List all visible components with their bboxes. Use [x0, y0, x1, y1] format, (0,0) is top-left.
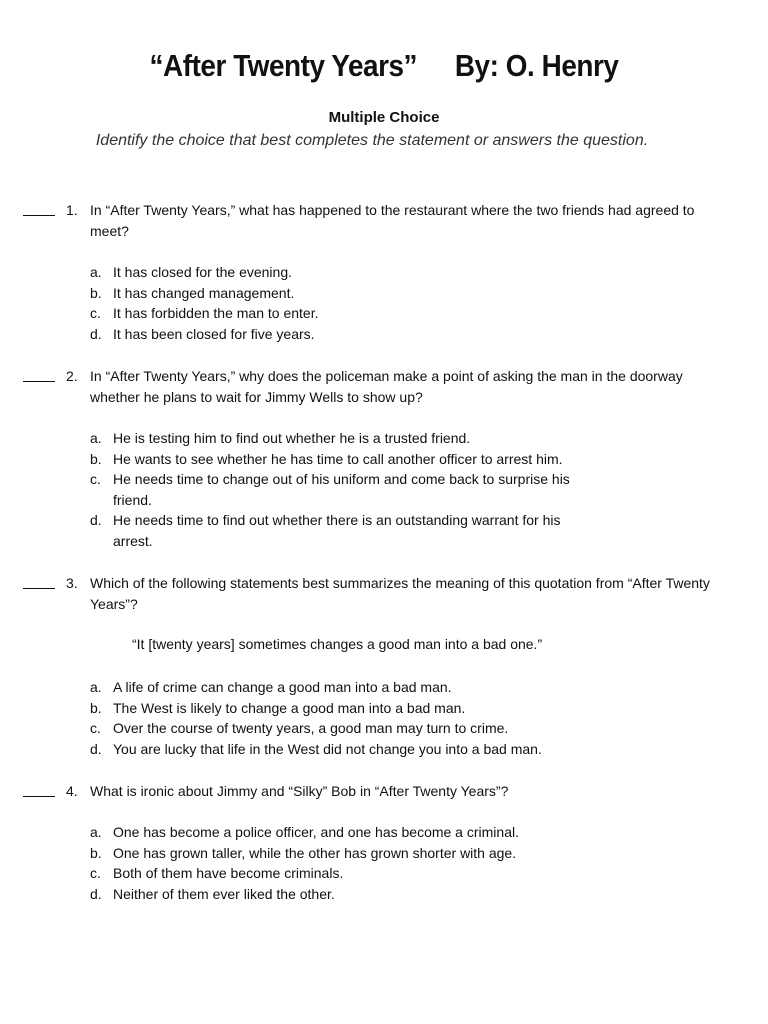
answer-blank[interactable] [23, 781, 55, 797]
choice-text: Both of them have become criminals. [113, 865, 344, 881]
title-text: “After Twenty Years” [149, 48, 418, 83]
section-heading: Multiple Choice [328, 109, 440, 126]
choice-text: The West is likely to change a good man into a bad man. [113, 699, 466, 716]
choice-item [90, 449, 590, 470]
choice-label: b. [90, 844, 102, 861]
choice-item [90, 510, 590, 551]
choice-label: a. [90, 264, 102, 280]
choice-text: He needs time to change out of his uniform and come back to surprise his friend. [113, 471, 570, 508]
question-number: 3. [66, 575, 78, 591]
choice-item [90, 469, 590, 510]
answer-blank[interactable] [23, 366, 55, 382]
question-text: What is ironic about Jimmy and “Silky” Bob in “After Twenty Years”? [90, 783, 509, 799]
choice-item [90, 884, 590, 905]
choice-text: One has become a police officer, and one has become a criminal. [113, 824, 519, 840]
choice-text: It has been closed for five years. [113, 325, 315, 342]
choice-item [90, 739, 590, 760]
choice-item [90, 677, 590, 698]
question-number: 1. [66, 202, 78, 218]
choice-item [90, 843, 590, 864]
choice-text: He is testing him to find out whether he is a trusted friend. [113, 430, 471, 446]
question-number: 4. [66, 783, 78, 799]
choice-item [90, 283, 590, 304]
choice-label: b. [90, 450, 102, 467]
choice-label: d. [90, 325, 102, 342]
page-title [38, 48, 729, 84]
choice-label: d. [90, 512, 102, 528]
choice-text: He wants to see whether he has time to call another officer to arrest him. [113, 450, 563, 467]
choice-label: a. [90, 824, 102, 840]
choice-item [90, 822, 590, 843]
answer-blank[interactable] [23, 573, 55, 589]
choice-item [90, 428, 590, 449]
choice-list-1 [90, 262, 590, 344]
choice-label: b. [90, 284, 102, 301]
author-text: By: O. Henry [454, 48, 619, 83]
answer-blank[interactable] [23, 200, 55, 216]
question-text: In “After Twenty Years,” why does the policeman make a point of asking the man in the doorway whether he plans to wait for Jimmy Wells to show up? [90, 368, 683, 405]
choice-list-4 [90, 822, 590, 904]
choice-label: b. [90, 699, 102, 716]
choice-text: It has changed management. [113, 284, 295, 301]
choice-label: a. [90, 430, 102, 446]
choice-label: d. [90, 740, 102, 757]
choice-list-2 [90, 428, 590, 551]
question-text: Which of the following statements best summarizes the meaning of this quotation from “After Twenty Years”? [90, 575, 710, 612]
choice-text: A life of crime can change a good man into a bad man. [113, 679, 452, 695]
choice-item [90, 324, 590, 345]
choice-list-3 [90, 677, 590, 759]
choice-label: c. [90, 865, 101, 881]
quotation: “It [twenty years] sometimes changes a good man into a bad one.” [132, 636, 543, 652]
choice-label: c. [90, 471, 101, 487]
choice-text: Neither of them ever liked the other. [113, 885, 335, 902]
choice-item [90, 303, 590, 324]
instructions: Identify the choice that best completes the statement or answers the question. [95, 132, 649, 149]
choice-item [90, 718, 590, 739]
choice-item [90, 262, 590, 283]
question-number: 2. [66, 368, 78, 384]
choice-label: c. [90, 305, 101, 321]
choice-text: Over the course of twenty years, a good man may turn to crime. [113, 720, 509, 736]
choice-text: He needs time to find out whether there is an outstanding warrant for his arrest. [113, 512, 561, 549]
choice-text: It has forbidden the man to enter. [113, 305, 319, 321]
question-text: In “After Twenty Years,” what has happened to the restaurant where the two friends had agreed to meet? [90, 202, 695, 239]
choice-label: d. [90, 885, 102, 902]
choice-label: a. [90, 679, 102, 695]
choice-text: One has grown taller, while the other has grown shorter with age. [113, 844, 517, 861]
choice-text: It has closed for the evening. [113, 264, 292, 280]
choice-text: You are lucky that life in the West did not change you into a bad man. [113, 740, 542, 757]
choice-item [90, 698, 590, 719]
choice-item [90, 863, 590, 884]
choice-label: c. [90, 720, 101, 736]
